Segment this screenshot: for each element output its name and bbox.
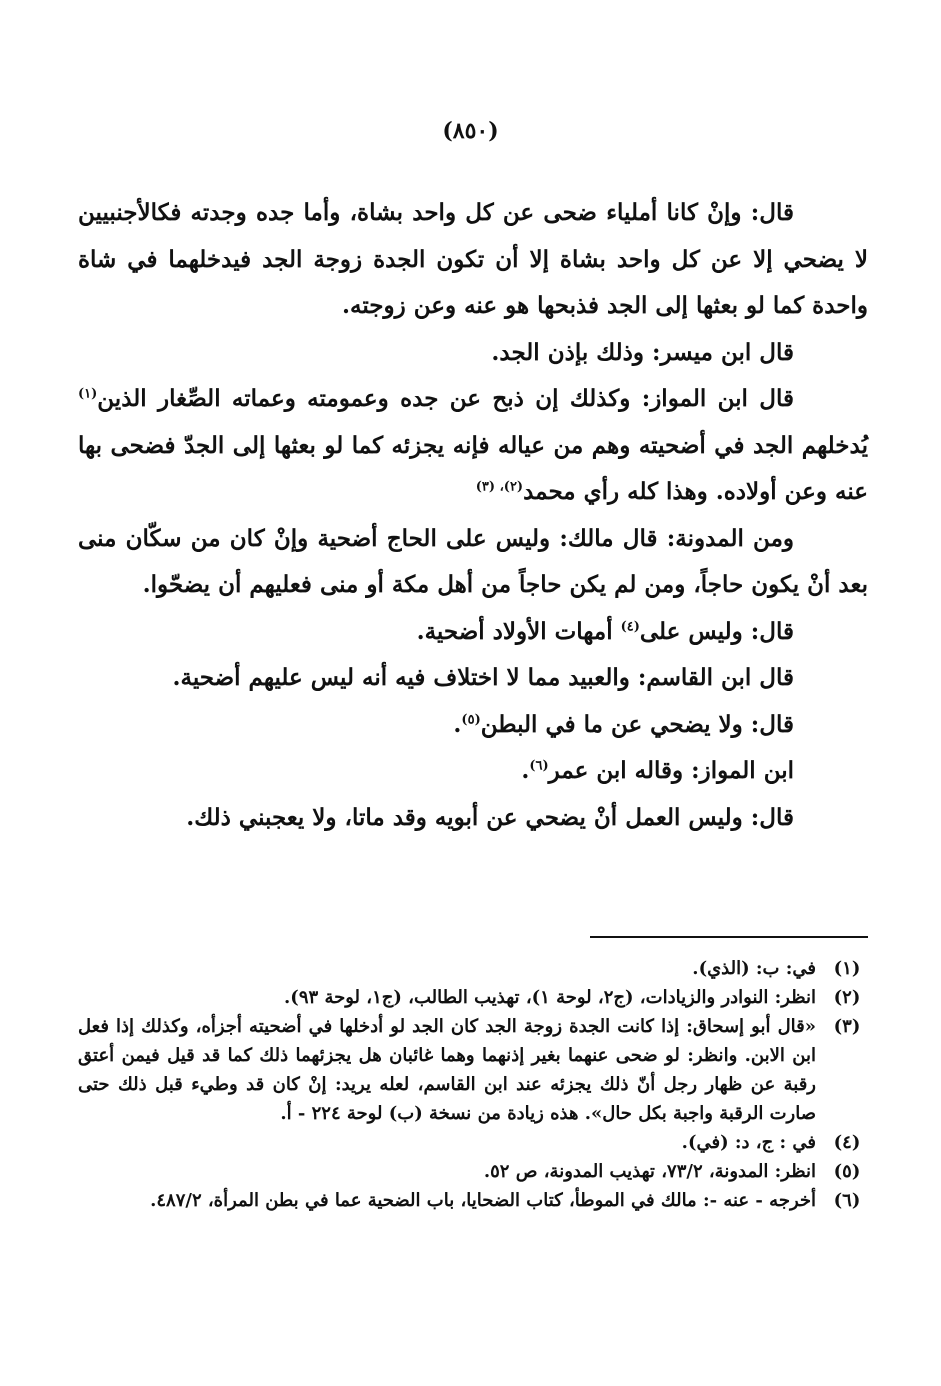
- paragraph: ابن المواز: وقاله ابن عمر$^{(٦)}$.: [521, 757, 794, 784]
- footnote: [78, 1186, 878, 1215]
- page-number: (٨٥٠): [442, 118, 499, 144]
- footnote: [78, 983, 878, 1012]
- footnote: [78, 1128, 878, 1157]
- paragraph: قال: وليس العمل أنْ يضحي عن أبويه وقد ماتا، ولا يعجبني ذلك.: [186, 803, 794, 831]
- footnote-text: «قال أبو إسحاق: إذا كانت الجدة زوجة الجد كان الجد لو أدخلها في أضحيته أجزأه، وكذلك إذا فعل ابن الابن. وانظر: لو ضحى عنهما بغير إذنهما وهما غائبان هل يجزئهما ذلك كما قد قيل فيمن أعتق رقبة عن ظهار رجل أنّ ذلك يجزئه عند ابن القاسم، لعله يريد: إنْ كان قد وطيء قبل ذلك حتى صارت الرقبة واجبة بكل حال». هذه زيادة من نسخة (ب) لوحة ٢٢٤ - أ.: [78, 1016, 816, 1124]
- footnote-number: (٢): [833, 987, 861, 1008]
- footnote: [78, 1012, 878, 1128]
- footnote-ref: (٤): [620, 618, 640, 634]
- footnote-ref: (٥): [461, 711, 481, 727]
- footnote-number: (٦): [833, 1190, 861, 1211]
- footnote-text: في: ب: (الذي).: [692, 958, 816, 979]
- footnote-number: (٣): [833, 1016, 861, 1037]
- footnote-text: في : ج، د: (في).: [681, 1132, 816, 1153]
- footnote-ref: (١): [78, 386, 98, 402]
- paragraph: قال ابن القاسم: والعبيد مما لا اختلاف فيه أنه ليس عليهم أضحية.: [172, 664, 794, 691]
- footnote-separator: [590, 936, 868, 938]
- paragraph: قال: ولا يضحي عن ما في البطن$^{(٥)}$.: [453, 710, 794, 738]
- footnote-text: أخرجه - عنه -: مالك في الموطأ، كتاب الضحايا، باب الضحية عما في بطن المرأة، ٤٨٧/٢.: [150, 1190, 816, 1211]
- footnote-text: انظر: المدونة، ٧٣/٢، تهذيب المدونة، ص ٥٢.: [483, 1161, 816, 1182]
- paragraph: قال: وليس على$^{(٤)}$ أمهات الأولاد أضحية.: [416, 617, 794, 645]
- footnote-text: انظر: النوادر والزيادات، (ج٢، لوحة ١)، تهذيب الطالب، (ج١، لوحة ٩٣).: [284, 987, 816, 1008]
- paragraph: قال ابن المواز: وكذلك إن ذبح عن جده وعمومته وعماته الصِّغار الذين$^{(١)}$ يُدخلهم الجد في أضحيته وهم من عياله فإنه يجزئه كما لو بعثها إلى الجدّ فضحى بها عنه وعن أولاده. وهذا كله رأي محمد$^{(٢)، (٣)}$: [78, 385, 868, 505]
- footnotes: [78, 954, 878, 1215]
- footnote: [78, 1157, 878, 1186]
- main-text: [78, 190, 868, 841]
- footnote-number: (١): [833, 958, 861, 979]
- footnote-ref: (٢)، (٣): [475, 479, 524, 495]
- paragraph: قال ابن ميسر: وذلك بإذن الجد.: [491, 338, 794, 366]
- footnote: [78, 954, 878, 983]
- paragraph: قال: وإنْ كانا أملياء ضحى عن كل واحد بشاة، وأما جده وجدته فكالأجنبيين لا يضحي إلا عن كل واحد بشاة إلا أن تكون الجدة زوجة الجد فيدخلهما في شاة واحدة كما لو بعثها إلى الجد فذبحها هو عنه وعن زوجته.: [78, 199, 868, 319]
- footnote-ref: (٦): [529, 758, 549, 774]
- footnote-number: (٥): [833, 1161, 861, 1182]
- paragraph: ومن المدونة: قال مالك: وليس على الحاج أضحية وإنْ كان من سكّان منى بعد أنْ يكون حاجاً، ومن لم يكن حاجاً من أهل مكة أو منى فعليهم أن يضحّوا.: [78, 524, 868, 598]
- footnote-number: (٤): [833, 1132, 861, 1153]
